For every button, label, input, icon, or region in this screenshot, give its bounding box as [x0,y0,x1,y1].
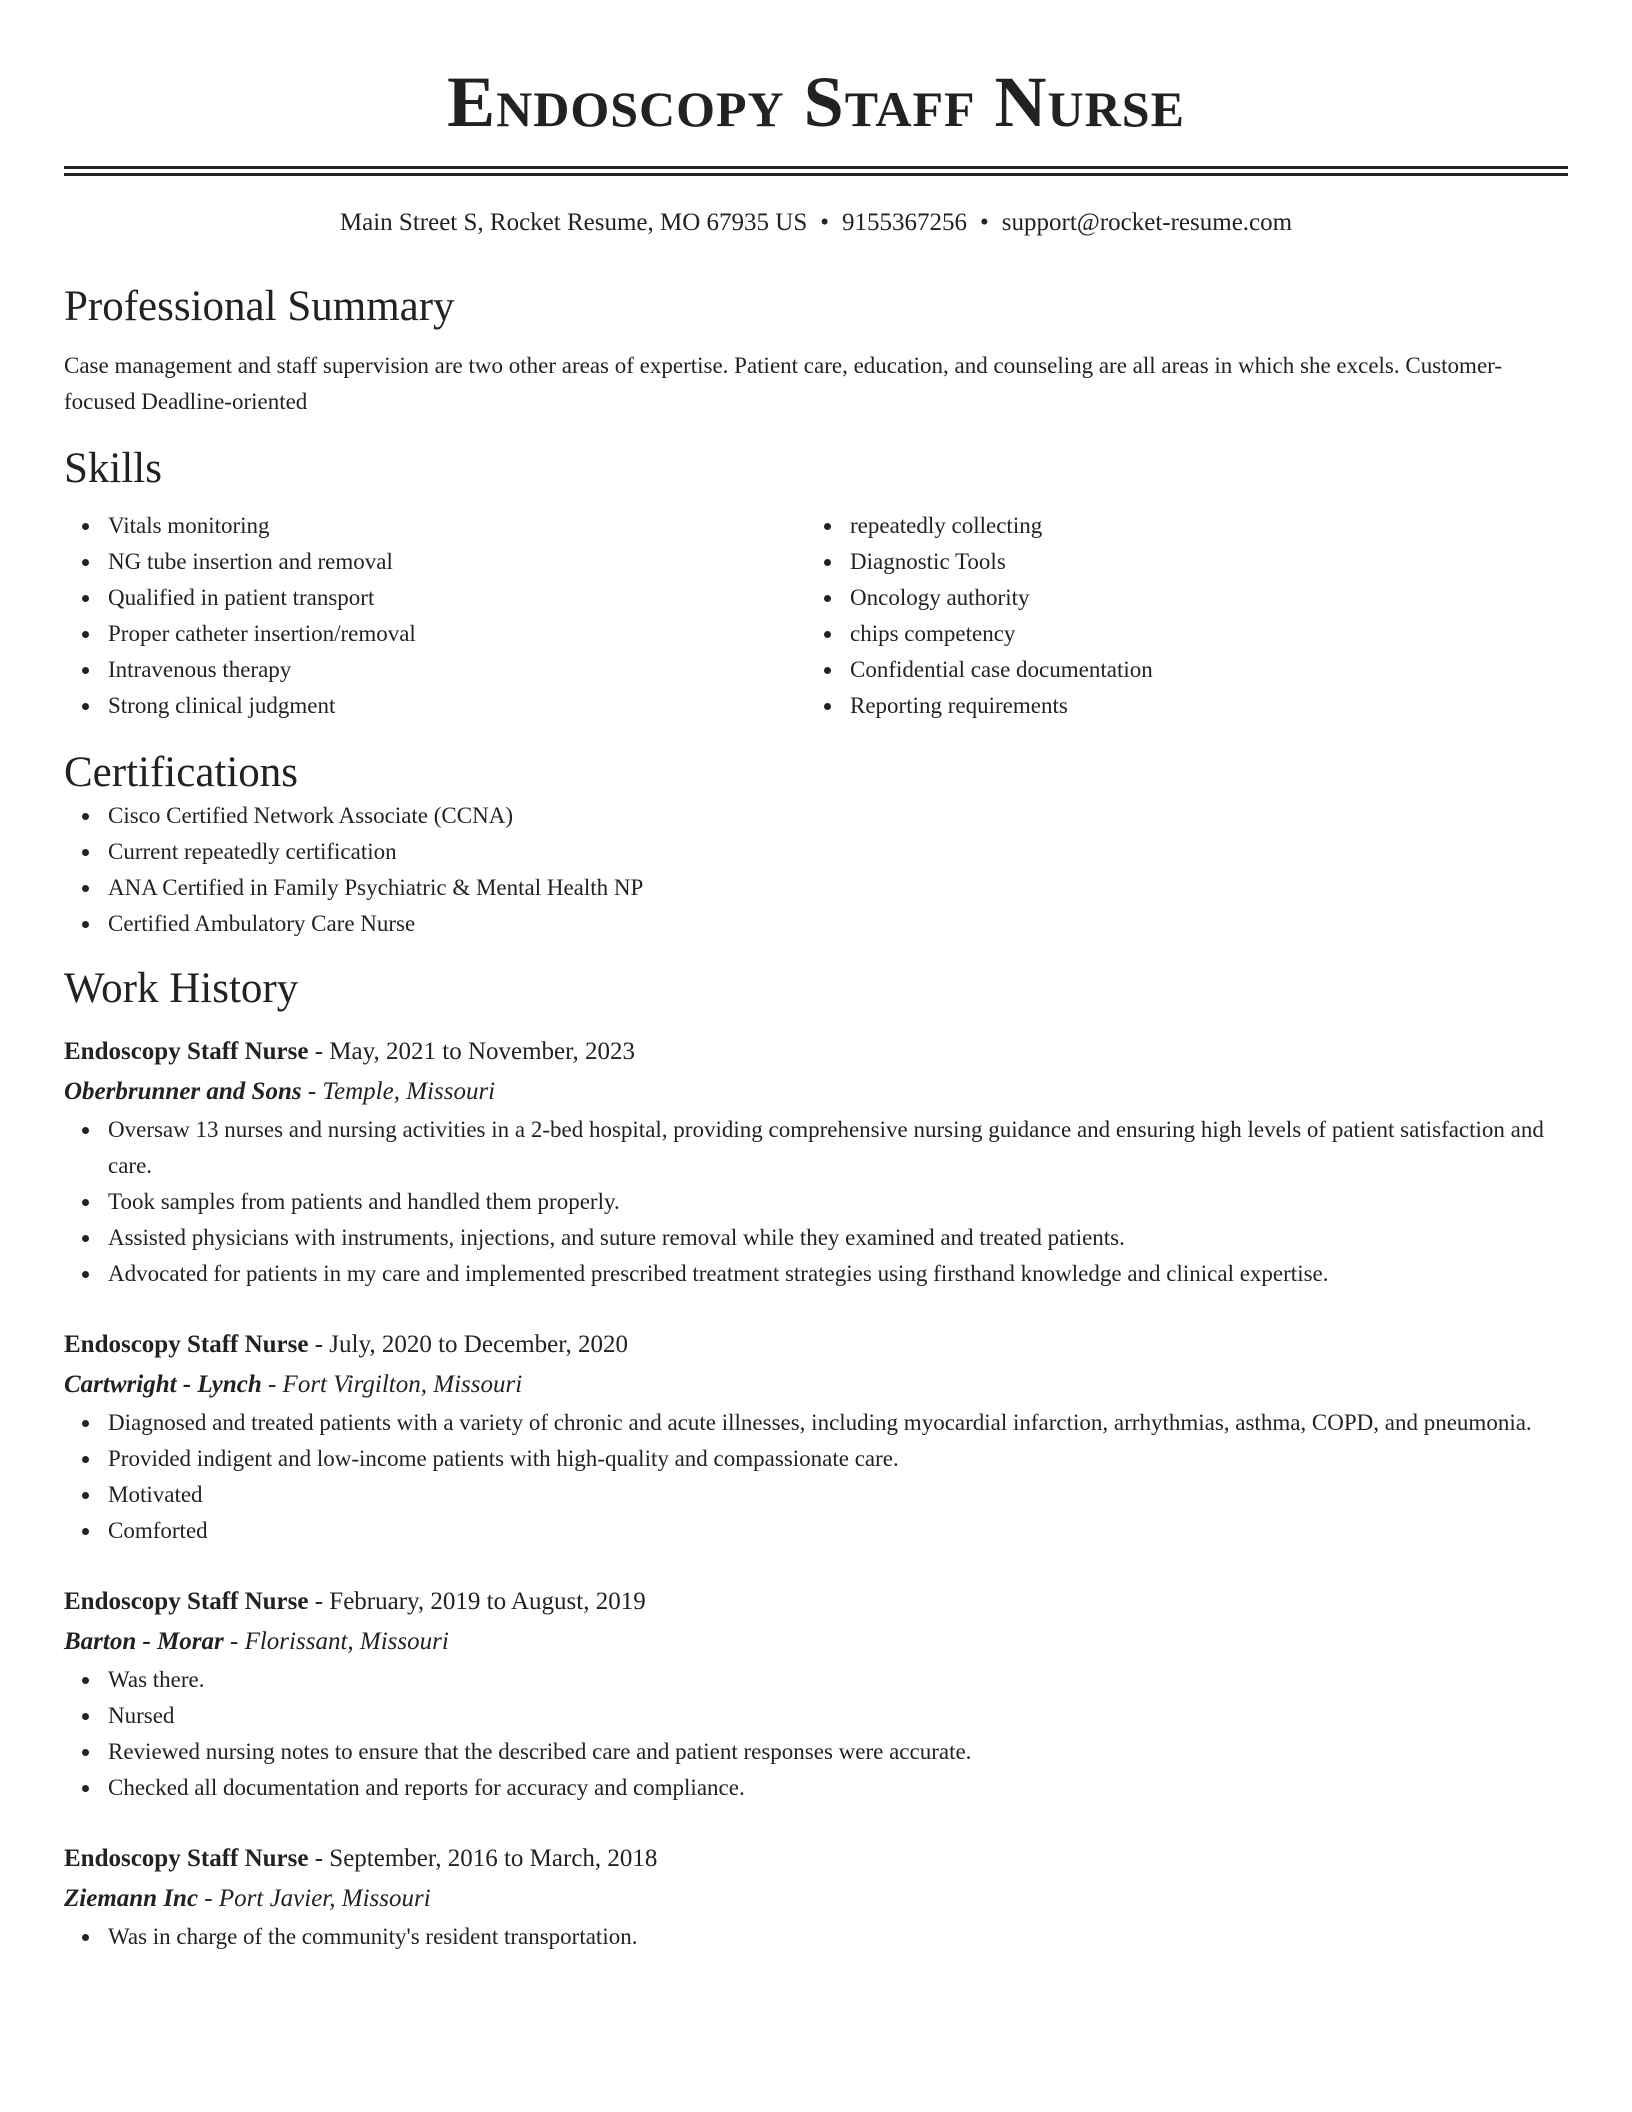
job-location: - Port Javier, Missouri [198,1885,431,1912]
job-location: - Temple, Missouri [301,1078,496,1105]
job-title-line [64,1839,1568,1879]
job-bullet: Was in charge of the community's resident transportation. [108,1919,1568,1955]
job-bullet: Checked all documentation and reports for accuracy and compliance. [108,1770,1568,1806]
skill-item: Vitals monitoring [108,508,806,544]
job-bullet: Assisted physicians with instruments, injections, and suture removal while they examined and treated patients. [108,1220,1568,1256]
certification-item: Certified Ambulatory Care Nurse [108,906,1568,942]
job-bullet: Nursed [108,1698,1568,1734]
job-dates: - July, 2020 to December, 2020 [308,1331,629,1358]
summary-text: Case management and staff supervision are two other areas of expertise. Patient care, education, and counseling are all areas in which she excels. Customer-focused Deadline-oriented [64,353,1503,414]
skill-item: Intravenous therapy [108,652,806,688]
skills-column-right [806,508,1548,724]
certifications-list [64,798,1568,942]
job-title-line [64,1582,1568,1622]
skills-column-left [64,508,806,724]
job-bullet: Oversaw 13 nurses and nursing activities in a 2-bed hospital, providing comprehensive nursing guidance and ensuring high levels of patient satisfaction and care. [108,1112,1568,1184]
skill-item: Reporting requirements [850,688,1548,724]
job-company-line [64,1879,1568,1919]
job-entry [64,1582,1568,1806]
skill-item: Qualified in patient transport [108,580,806,616]
job-dates: - February, 2019 to August, 2019 [308,1588,646,1615]
job-bullet: Took samples from patients and handled them properly. [108,1184,1568,1220]
job-bullet: Diagnosed and treated patients with a variety of chronic and acute illnesses, including myocardial infarction, arrhythmias, asthma, COPD, and pneumonia. [108,1405,1568,1441]
skill-item: Proper catheter insertion/removal [108,616,806,652]
job-role: Endoscopy Staff Nurse [64,1331,309,1358]
contact-address: Main Street S, Rocket Resume, MO 67935 US [339,209,808,236]
skills-list-left [64,508,806,724]
job-bullet: Provided indigent and low-income patients with high-quality and compassionate care. [108,1441,1568,1477]
skills-list-right [806,508,1548,724]
job-title-line [64,1325,1568,1365]
skill-item: Strong clinical judgment [108,688,806,724]
job-company-line [64,1072,1568,1112]
certification-item: Cisco Certified Network Associate (CCNA) [108,798,1568,834]
contact-phone: 9155367256 [842,209,968,236]
job-entry [64,1839,1568,1955]
job-location: - Florissant, Missouri [223,1628,449,1655]
job-bullet: Motivated [108,1477,1568,1513]
job-company: Oberbrunner and Sons [64,1078,302,1105]
work-history-heading: Work History [64,965,299,1012]
skill-item: Oncology authority [850,580,1548,616]
contact-line [64,206,1568,240]
job-role: Endoscopy Staff Nurse [64,1845,309,1872]
skill-item: NG tube insertion and removal [108,544,806,580]
certification-item: ANA Certified in Family Psychiatric & Mental Health NP [108,870,1568,906]
job-dates: - May, 2021 to November, 2023 [308,1038,635,1065]
skill-item: chips competency [850,616,1548,652]
job-company: Cartwright - Lynch [64,1371,262,1398]
resume-title: Endoscopy Staff Nurse [447,62,1185,142]
job-company: Ziemann Inc [64,1885,199,1912]
job-bullet: Was there. [108,1662,1568,1698]
job-company-line [64,1365,1568,1405]
skill-item: Diagnostic Tools [850,544,1548,580]
resume-page [64,0,1568,1955]
job-bullet: Comforted [108,1513,1568,1549]
contact-separator: • [980,209,989,236]
job-role: Endoscopy Staff Nurse [64,1588,309,1615]
job-dates: - September, 2016 to March, 2018 [308,1845,658,1872]
title-divider [64,166,1568,176]
job-company-line [64,1622,1568,1662]
job-entry [64,1325,1568,1549]
job-company: Barton - Morar [64,1628,224,1655]
skills-heading: Skills [64,445,162,492]
job-role: Endoscopy Staff Nurse [64,1038,309,1065]
job-location: - Fort Virgilton, Missouri [261,1371,523,1398]
job-bullets [64,1919,1568,1955]
certification-item: Current repeatedly certification [108,834,1568,870]
job-bullets [64,1662,1568,1806]
skill-item: Confidential case documentation [850,652,1548,688]
contact-email: support@rocket-resume.com [1001,209,1293,236]
job-title-line [64,1032,1568,1072]
certifications-heading: Certifications [64,749,299,796]
summary-heading: Professional Summary [64,283,455,330]
job-bullet: Advocated for patients in my care and implemented prescribed treatment strategies using firsthand knowledge and clinical expertise. [108,1256,1568,1292]
job-bullet: Reviewed nursing notes to ensure that the described care and patient responses were accurate. [108,1734,1568,1770]
contact-separator: • [820,209,830,236]
skills-grid [64,508,1568,724]
job-entry [64,1032,1568,1292]
skill-item: repeatedly collecting [850,508,1548,544]
job-bullets [64,1112,1568,1292]
job-bullets [64,1405,1568,1549]
